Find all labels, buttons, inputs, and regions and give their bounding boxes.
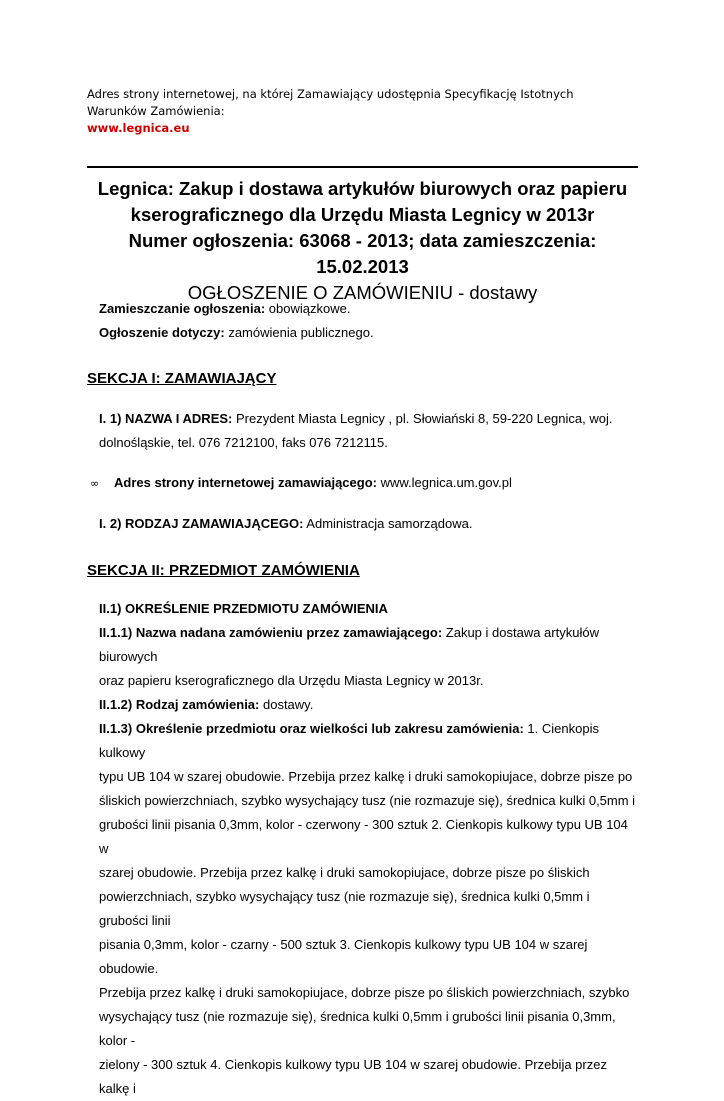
subject-block <box>99 597 639 1101</box>
section-2-heading: SEKCJA II: PRZEDMIOT ZAMÓWIENIA <box>87 562 360 579</box>
concerns-label: Ogłoszenie dotyczy: <box>99 325 225 340</box>
subject-subheading: II.1) OKREŚLENIE PRZEDMIOTU ZAMÓWIENIA <box>99 601 388 616</box>
concerns-row <box>99 321 374 345</box>
posting-row <box>99 297 350 321</box>
order-kind-value: dostawy. <box>259 697 314 712</box>
document-title <box>87 176 638 306</box>
order-kind-label: II.1.2) Rodzaj zamówienia: <box>99 697 260 712</box>
contracting-name-address <box>99 407 639 455</box>
concerns-value: zamówienia publicznego. <box>224 325 374 340</box>
website-label: Adres strony internetowej zamawiającego: <box>114 475 377 490</box>
desc-line: szarej obudowie. Przebija przez kalkę i druki samokopiujace, dobrze pisze po śliskich <box>99 865 590 880</box>
name-address-value-1: Prezydent Miasta Legnicy , pl. Słowiański 8, 59-220 Legnica, woj. <box>232 411 613 426</box>
contracting-type-row <box>99 512 472 536</box>
contracting-type-label: I. 2) RODZAJ ZAMAWIAJĄCEGO: <box>99 516 304 531</box>
website-row <box>114 471 512 495</box>
desc-line: typu UB 104 w szarej obudowie. Przebija przez kalkę i druki samokopiujace, dobrze pisze po <box>99 769 633 784</box>
desc-line: Przebija przez kalkę i druki samokopiujace, dobrze pisze po śliskich powierzchniach, szybko <box>99 985 630 1000</box>
desc-line: powierzchniach, szybko wysychający tusz (nie rozmazuje się), średnica kulki 0,5mm i grubości linii <box>99 889 590 928</box>
order-desc-first: 1. Cienkopis kulkowy <box>99 721 599 760</box>
website-link[interactable]: www.legnica.eu <box>87 121 190 135</box>
order-name-value-2: oraz papieru kserograficznego dla Urzędu Miasta Legnicy w 2013r. <box>99 673 484 688</box>
name-address-label: I. 1) NAZWA I ADRES: <box>99 411 233 426</box>
title-line-2: kserograficznego dla Urzędu Miasta Legnicy w 2013r <box>130 204 595 225</box>
header-note <box>87 86 627 137</box>
order-name-value-1: Zakup i dostawa artykułów biurowych <box>99 625 599 664</box>
section-1-heading: SEKCJA I: ZAMAWIAJĄCY <box>87 370 277 387</box>
bullet-icon: ∞ <box>90 477 100 490</box>
desc-line: wysychający tusz (nie rozmazuje się), średnica kulki 0,5mm i grubości linii pisania 0,3mm, kolor - <box>99 1009 616 1048</box>
title-line-3: Numer ogłoszenia: 63068 - 2013; data zamieszczenia: 15.02.2013 <box>128 230 597 277</box>
order-desc-label: II.1.3) Określenie przedmiotu oraz wielkości lub zakresu zamówienia: <box>99 721 524 736</box>
posting-label: Zamieszczanie ogłoszenia: <box>99 301 266 316</box>
desc-line: zielony - 300 sztuk 4. Cienkopis kulkowy typu UB 104 w szarej obudowie. Przebija przez kalkę i <box>99 1057 607 1096</box>
title-line-1: Legnica: Zakup i dostawa artykułów biurowych oraz papieru <box>97 178 628 199</box>
website-value: www.legnica.um.gov.pl <box>376 475 512 490</box>
header-divider <box>87 166 638 168</box>
contracting-type-value: Administracja samorządowa. <box>303 516 473 531</box>
order-name-label: II.1.1) Nazwa nadana zamówieniu przez zamawiającego: <box>99 625 443 640</box>
desc-line: grubości linii pisania 0,3mm, kolor - czerwony - 300 sztuk 2. Cienkopis kulkowy typu UB 104 w <box>99 817 628 856</box>
desc-line: śliskich powierzchniach, szybko wysychający tusz (nie rozmazuje się), średnica kulki 0,5mm i <box>99 793 636 808</box>
name-address-value-2: dolnośląskie, tel. 076 7212100, faks 076 7212115. <box>99 435 388 450</box>
posting-value: obowiązkowe. <box>265 301 351 316</box>
title-subtitle: OGŁOSZENIE O ZAMÓWIENIU - dostawy <box>187 282 538 303</box>
desc-line: pisania 0,3mm, kolor - czarny - 500 sztuk 3. Cienkopis kulkowy typu UB 104 w szarej obudowie. <box>99 937 588 976</box>
header-note-text: Adres strony internetowej, na której Zamawiający udostępnia Specyfikację Istotnych Warunków Zamówienia: <box>87 87 574 118</box>
